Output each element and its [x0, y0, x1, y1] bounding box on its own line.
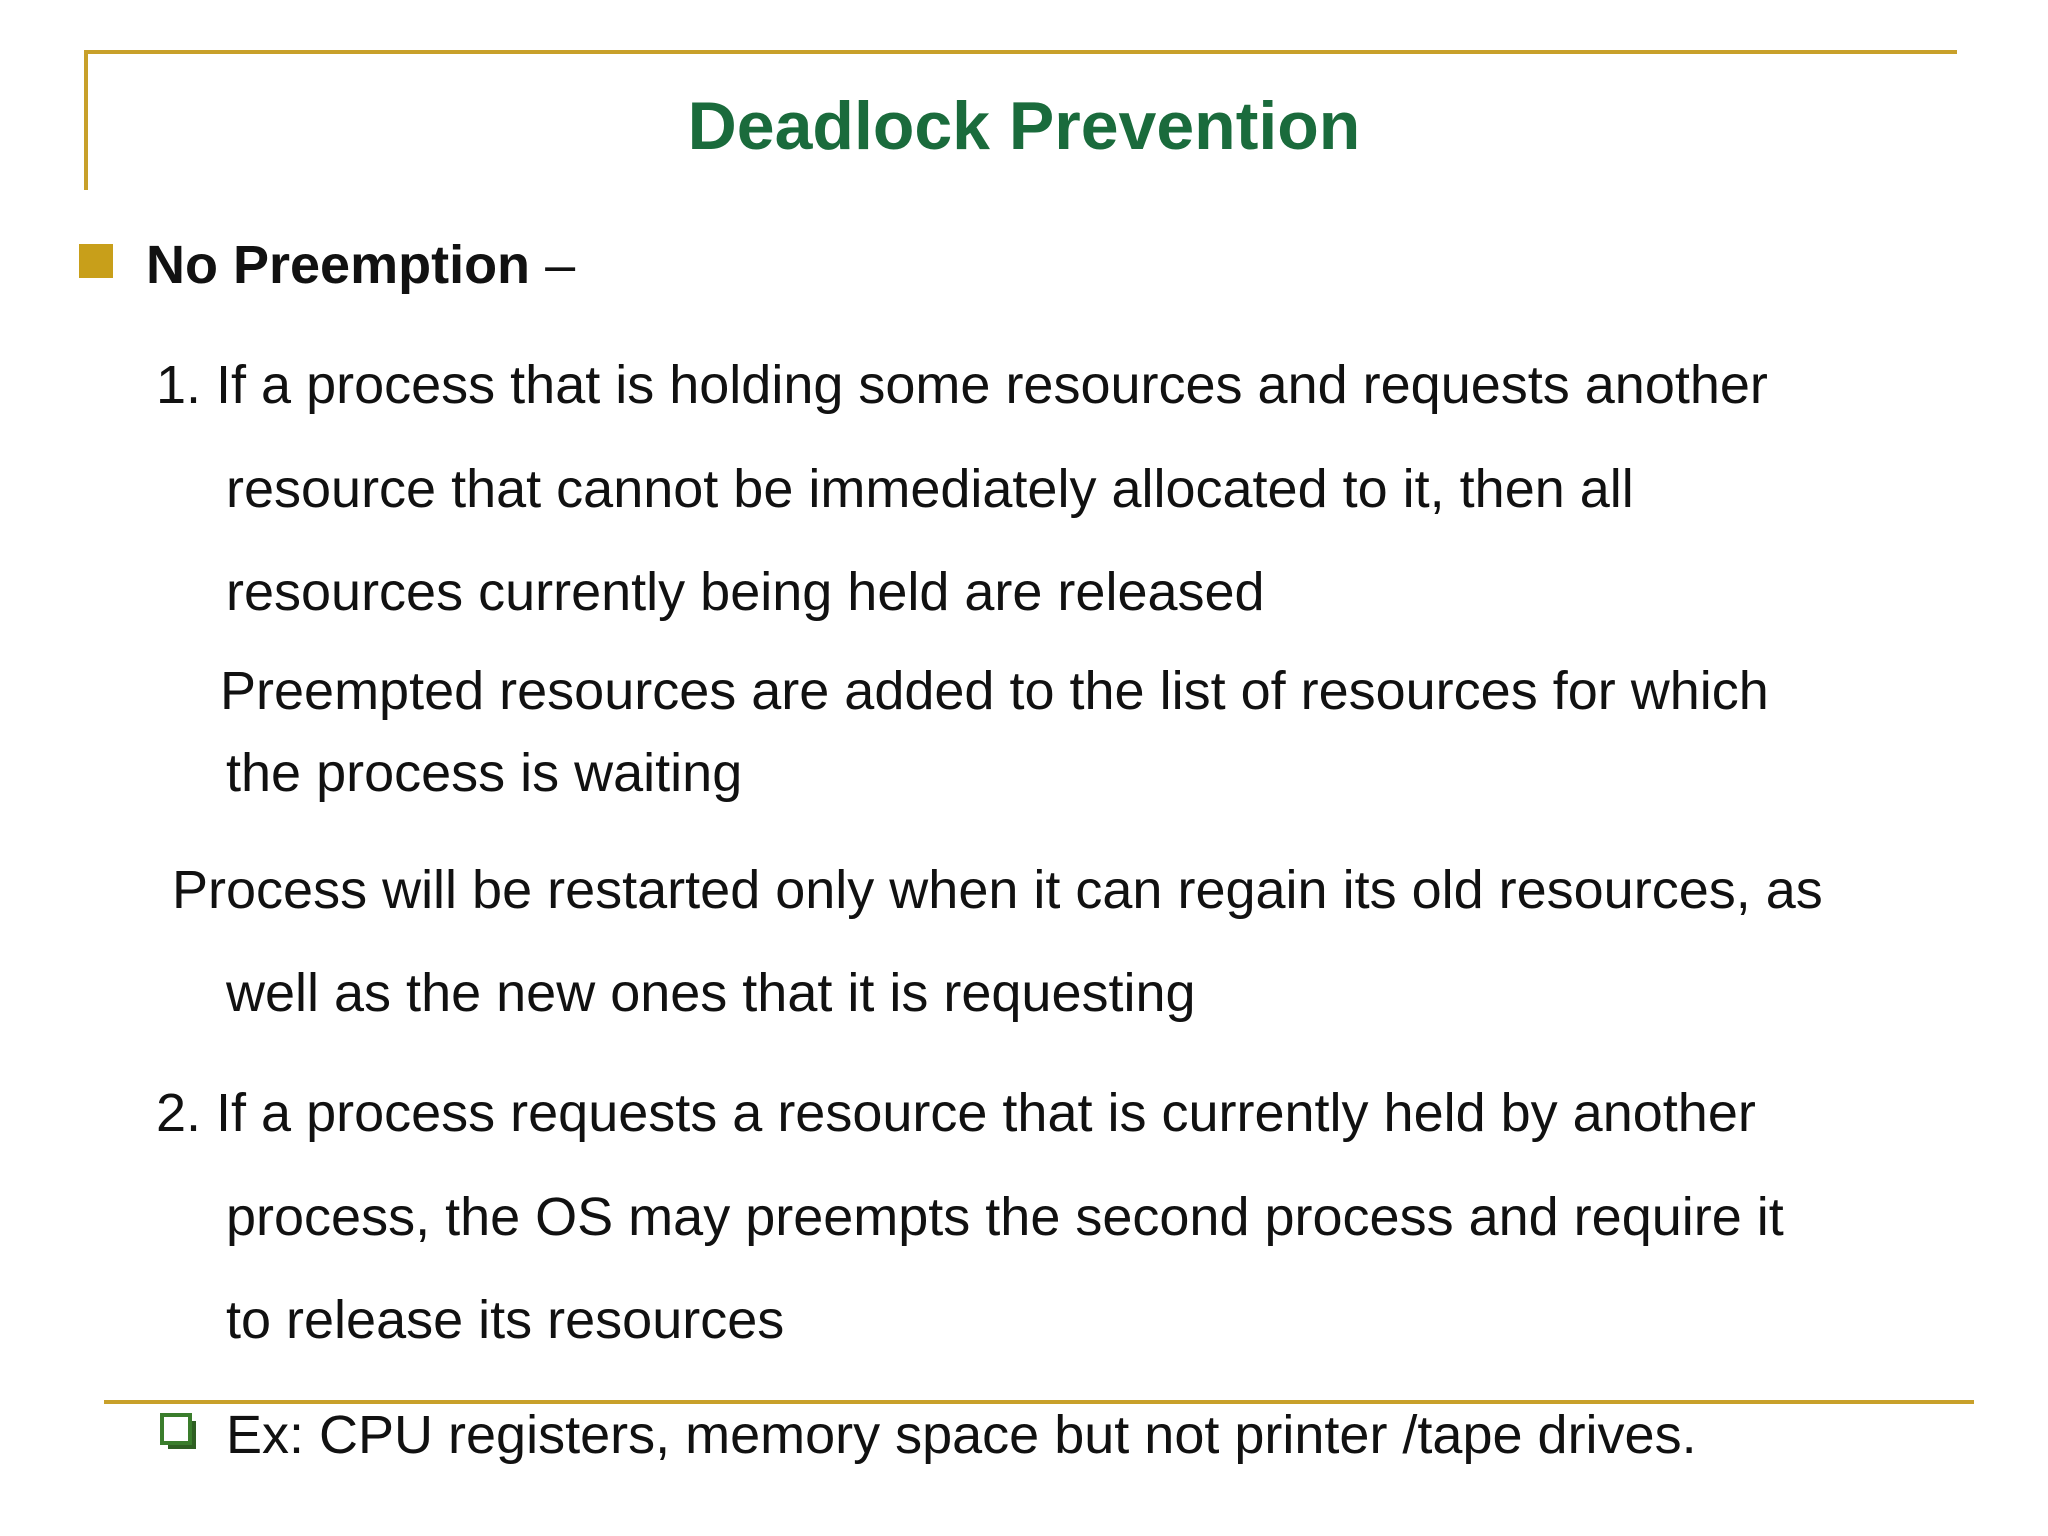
example-text: Ex: CPU registers, memory space but not printer /tape drives.: [226, 1405, 1697, 1465]
section-heading: [146, 230, 575, 300]
point1-line2: resource that cannot be immediately allocated to it, then all: [226, 459, 1634, 519]
point2-line2: process, the OS may preempts the second process and require it: [226, 1187, 1784, 1247]
point1-line1: 1. If a process that is holding some resources and requests another: [156, 355, 1768, 415]
square-bullet-icon: [79, 244, 113, 278]
point2-line1: 2. If a process requests a resource that is currently held by another: [156, 1083, 1756, 1143]
preempted-line1: Preempted resources are added to the list of resources for which: [220, 661, 1769, 721]
frame-top-rule: [84, 50, 1957, 54]
point2-line3: to release its resources: [226, 1290, 785, 1350]
preempted-line2: the process is waiting: [226, 743, 743, 803]
point1-line3: resources currently being held are released: [226, 562, 1265, 622]
checkbox-icon: [160, 1413, 198, 1451]
slide-title: Deadlock Prevention: [687, 88, 1361, 164]
heading-dash: –: [545, 235, 576, 295]
restart-line1: Process will be restarted only when it can regain its old resources, as: [172, 860, 1823, 920]
restart-line2: well as the new ones that it is requesting: [226, 963, 1196, 1023]
heading-text: No Preemption: [146, 235, 531, 295]
